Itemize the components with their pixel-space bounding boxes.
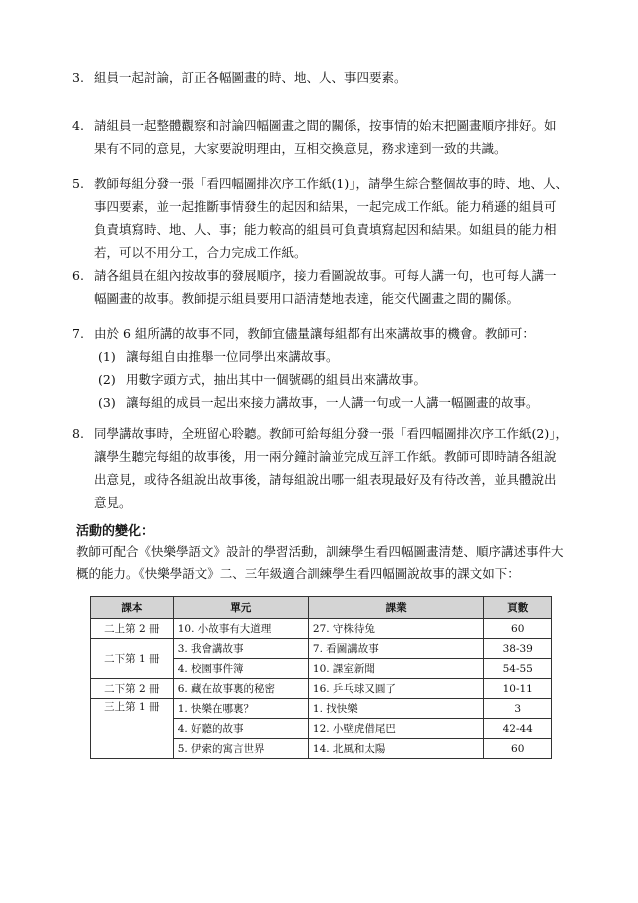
cell-text: 27. 守株待兔 bbox=[308, 619, 484, 639]
header-text: 課業 bbox=[308, 597, 484, 619]
cell-pages: 60 bbox=[484, 619, 552, 639]
cell-book: 二下第 1 冊 bbox=[91, 639, 174, 679]
sub-item-1 bbox=[98, 345, 568, 368]
cell-book: 二下第 2 冊 bbox=[91, 679, 174, 699]
cell-book: 三上第 1 冊 bbox=[91, 699, 174, 759]
cell-unit: 3. 我會講故事 bbox=[173, 639, 308, 659]
item-text: 同學講故事時，全班留心聆聽。教師可給每組分發一張「看四幅圖排次序工作紙(2)」，讓學生聽完每組的故事後，用一兩分鐘討論並完成互評工作紙。教師可即時請各組說出意見，或待各組說出故事後，請每組說出哪一組表現最好及有待改善，並具體說出意見。 bbox=[94, 426, 568, 510]
instruction-item-6 bbox=[72, 264, 568, 310]
sub-item-text: 用數字頭方式，抽出其中一個號碼的組員出來講故事。 bbox=[126, 372, 427, 387]
cell-text: 14. 北風和太陽 bbox=[308, 739, 484, 759]
cell-unit: 4. 好聽的故事 bbox=[173, 719, 308, 739]
cell-book: 二上第 2 冊 bbox=[91, 619, 174, 639]
sub-item-number: (2) bbox=[98, 372, 116, 387]
section-heading: 活動的變化： bbox=[76, 524, 155, 539]
instruction-item-4 bbox=[72, 114, 568, 160]
sub-item-number: (1) bbox=[98, 349, 116, 364]
item-text: 由於 6 組所講的故事不同，教師宜儘量讓每組都有出來講故事的機會。教師可： bbox=[94, 326, 535, 341]
cell-pages: 10-11 bbox=[484, 679, 552, 699]
item-text: 組員一起討論，訂正各幅圖畫的時、地、人、事四要素。 bbox=[94, 70, 407, 85]
cell-text: 7. 看圖講故事 bbox=[308, 639, 484, 659]
item-number: 6. bbox=[72, 268, 84, 283]
sub-item-text: 讓每組的成員一起出來接力講故事，一人講一句或一人講一幅圖畫的故事。 bbox=[126, 395, 539, 410]
item-number: 3. bbox=[72, 70, 84, 85]
cell-unit: 10. 小故事有大道理 bbox=[173, 619, 308, 639]
header-book: 課本 bbox=[91, 597, 174, 619]
item-number: 8. bbox=[72, 426, 84, 441]
cell-unit: 6. 藏在故事裏的秘密 bbox=[173, 679, 308, 699]
cell-pages: 3 bbox=[484, 699, 552, 719]
item-text: 教師每組分發一張「看四幅圖排次序工作紙(1)」，請學生綜合整個故事的時、地、人、事四要素，並一起推斷事情發生的起因和結果，一起完成工作紙。能力稍遜的組員可負責填寫時、地、人、事；能力較高的組員可負責填寫起因和結果。如組員的能力相若，可以不用分工，合力完成工作紙。 bbox=[94, 176, 568, 260]
sub-item-number: (3) bbox=[98, 395, 116, 410]
cell-pages: 38-39 bbox=[484, 639, 552, 659]
table-row bbox=[91, 679, 552, 699]
cell-unit: 5. 伊索的寓言世界 bbox=[173, 739, 308, 759]
cell-pages: 42-44 bbox=[484, 719, 552, 739]
item-number: 7. bbox=[72, 326, 84, 341]
cell-text: 10. 課室新聞 bbox=[308, 659, 484, 679]
sub-item-text: 讓每組自由推舉一位同學出來講故事。 bbox=[126, 349, 339, 364]
header-unit: 單元 bbox=[173, 597, 308, 619]
table-header-row bbox=[91, 597, 552, 619]
item-text: 請組員一起整體觀察和討論四幅圖畫之間的關係，按事情的始末把圖畫順序排好。如果有不同的意見，大家要說明理由，互相交換意見，務求達到一致的共識。 bbox=[94, 118, 557, 156]
cell-text: 12. 小壁虎借尾巴 bbox=[308, 719, 484, 739]
sub-item-2 bbox=[98, 368, 568, 391]
cell-text: 1. 找快樂 bbox=[308, 699, 484, 719]
instruction-item-3 bbox=[72, 66, 568, 89]
cell-unit: 1. 快樂在哪裏？ bbox=[173, 699, 308, 719]
lesson-table bbox=[90, 596, 552, 759]
cell-unit: 4. 校園事件簿 bbox=[173, 659, 308, 679]
item-number: 4. bbox=[72, 118, 84, 133]
sub-item-3 bbox=[98, 391, 568, 414]
instruction-item-8 bbox=[72, 422, 568, 514]
cell-text: 16. 乒乓球又圓了 bbox=[308, 679, 484, 699]
item-text: 請各組員在組內按故事的發展順序，接力看圖說故事。可每人講一句，也可每人講一幅圖畫的故事。教師提示組員要用口語清楚地表達，能交代圖畫之間的關係。 bbox=[94, 268, 557, 306]
item-number: 5. bbox=[72, 176, 84, 191]
table-row bbox=[91, 639, 552, 659]
instruction-item-7 bbox=[72, 322, 568, 414]
instruction-item-5 bbox=[72, 172, 568, 264]
table-row bbox=[91, 699, 552, 719]
table-row bbox=[91, 619, 552, 639]
section-paragraph: 教師可配合《快樂學語文》設計的學習活動，訓練學生看四幅圖畫清楚、順序講述事件大概的能力。《快樂學語文》二、三年級適合訓練學生看四幅圖說故事的課文如下： bbox=[76, 544, 564, 581]
cell-pages: 54-55 bbox=[484, 659, 552, 679]
header-pages: 頁數 bbox=[484, 597, 552, 619]
cell-pages: 60 bbox=[484, 739, 552, 759]
